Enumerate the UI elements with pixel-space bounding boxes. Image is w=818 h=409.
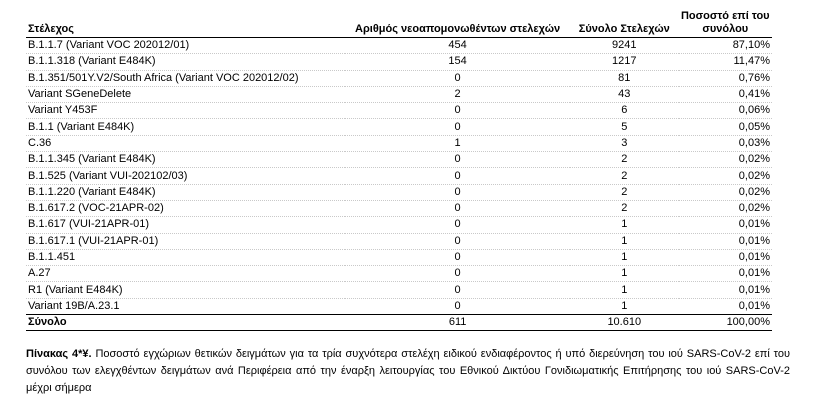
cell-percent: 11,47%	[679, 54, 772, 70]
table-row	[26, 200, 772, 216]
caption-label: Πίνακας 4*¥.	[26, 348, 92, 360]
cell-percent: 0,03%	[679, 135, 772, 151]
header-percent: Ποσοστό επί του συνόλου	[679, 10, 772, 38]
cell-total: 1	[570, 298, 679, 314]
cell-strain: Variant 19B/A.23.1	[26, 298, 345, 314]
cell-percent: 0,02%	[679, 168, 772, 184]
table-row	[26, 119, 772, 135]
table-row	[26, 135, 772, 151]
cell-unsequenced: 0	[345, 184, 570, 200]
table-row	[26, 233, 772, 249]
total-row	[26, 315, 772, 331]
cell-unsequenced: 0	[345, 200, 570, 216]
table-row	[26, 152, 772, 168]
cell-unsequenced: 454	[345, 38, 570, 54]
cell-strain: B.1.1.318 (Variant E484K)	[26, 54, 345, 70]
cell-unsequenced: 2	[345, 86, 570, 102]
cell-total: 1	[570, 266, 679, 282]
cell-total: 9241	[570, 38, 679, 54]
cell-percent: 0,01%	[679, 249, 772, 265]
table-row	[26, 282, 772, 298]
table-row	[26, 249, 772, 265]
cell-unsequenced: 0	[345, 70, 570, 86]
cell-strain: B.1.617.2 (VOC-21APR-02)	[26, 200, 345, 216]
cell-unsequenced: 0	[345, 282, 570, 298]
cell-percent: 0,76%	[679, 70, 772, 86]
cell-unsequenced: 0	[345, 266, 570, 282]
total-label: Σύνολο	[26, 315, 345, 331]
caption-text: Ποσοστό εγχώριων θετικών δειγμάτων για τα τρία συχνότερα στελέχη ειδικού ενδιαφέροντος ή υπό διερεύνηση του ιού SARS-CoV-2 επί του συνόλου των ελεγχθέντων δειγμάτων ανά Περιφέρεια από την έναρξη λειτουργίας του Εθνικού Δικτύου Γονιδιωματικής Επιτήρησης του ιού SARS-CoV-2 μέχρι σήμερα	[26, 348, 790, 394]
cell-total: 3	[570, 135, 679, 151]
table-row	[26, 70, 772, 86]
table-row	[26, 266, 772, 282]
cell-percent: 0,06%	[679, 103, 772, 119]
cell-strain: B.1.525 (Variant VUI-202102/03)	[26, 168, 345, 184]
total-unsequenced: 611	[345, 315, 570, 331]
total-total: 10.610	[570, 315, 679, 331]
cell-strain: B.1.1.220 (Variant E484K)	[26, 184, 345, 200]
cell-percent: 0,41%	[679, 86, 772, 102]
table-row	[26, 86, 772, 102]
cell-strain: Variant SGeneDelete	[26, 86, 345, 102]
cell-total: 1	[570, 233, 679, 249]
cell-total: 2	[570, 184, 679, 200]
table-row	[26, 168, 772, 184]
cell-strain: B.1.1.345 (Variant E484K)	[26, 152, 345, 168]
header-strain: Στέλεχος	[26, 10, 345, 38]
cell-total: 1	[570, 217, 679, 233]
cell-strain: B.1.617 (VUI-21APR-01)	[26, 217, 345, 233]
cell-unsequenced: 0	[345, 103, 570, 119]
cell-strain: B.1.617.1 (VUI-21APR-01)	[26, 233, 345, 249]
header-total: Σύνολο Στελεχών	[570, 10, 679, 38]
cell-percent: 0,02%	[679, 184, 772, 200]
cell-unsequenced: 0	[345, 119, 570, 135]
cell-strain: B.1.1.451	[26, 249, 345, 265]
table-row	[26, 184, 772, 200]
cell-strain: A.27	[26, 266, 345, 282]
header-unsequenced: Αριθμός νεοαπομονωθέντων στελεχών	[345, 10, 570, 38]
cell-strain: R1 (Variant E484K)	[26, 282, 345, 298]
table-row	[26, 54, 772, 70]
cell-strain: C.36	[26, 135, 345, 151]
cell-percent: 0,01%	[679, 233, 772, 249]
cell-unsequenced: 0	[345, 152, 570, 168]
table-caption	[26, 346, 790, 397]
cell-total: 2	[570, 168, 679, 184]
cell-percent: 0,02%	[679, 200, 772, 216]
table-row	[26, 217, 772, 233]
cell-percent: 0,05%	[679, 119, 772, 135]
cell-strain: B.1.351/501Y.V2/South Africa (Variant VOC 202012/02)	[26, 70, 345, 86]
cell-total: 1	[570, 282, 679, 298]
cell-unsequenced: 0	[345, 168, 570, 184]
cell-strain: Variant Y453F	[26, 103, 345, 119]
cell-percent: 0,01%	[679, 266, 772, 282]
cell-percent: 87,10%	[679, 38, 772, 54]
cell-unsequenced: 0	[345, 298, 570, 314]
cell-unsequenced: 0	[345, 249, 570, 265]
cell-percent: 0,01%	[679, 282, 772, 298]
cell-strain: B.1.1.7 (Variant VOC 202012/01)	[26, 38, 345, 54]
cell-percent: 0,01%	[679, 298, 772, 314]
cell-strain: B.1.1 (Variant E484K)	[26, 119, 345, 135]
cell-total: 81	[570, 70, 679, 86]
cell-percent: 0,02%	[679, 152, 772, 168]
cell-total: 2	[570, 152, 679, 168]
cell-total: 2	[570, 200, 679, 216]
table-body	[26, 38, 772, 315]
cell-percent: 0,01%	[679, 217, 772, 233]
table-row	[26, 38, 772, 54]
cell-total: 43	[570, 86, 679, 102]
cell-unsequenced: 0	[345, 233, 570, 249]
cell-unsequenced: 1	[345, 135, 570, 151]
total-percent: 100,00%	[679, 315, 772, 331]
cell-total: 1	[570, 249, 679, 265]
cell-total: 5	[570, 119, 679, 135]
cell-unsequenced: 0	[345, 217, 570, 233]
cell-unsequenced: 154	[345, 54, 570, 70]
table-header-row	[26, 10, 772, 38]
table-row	[26, 298, 772, 314]
cell-total: 6	[570, 103, 679, 119]
cell-total: 1217	[570, 54, 679, 70]
table-row	[26, 103, 772, 119]
variants-table	[26, 10, 772, 331]
